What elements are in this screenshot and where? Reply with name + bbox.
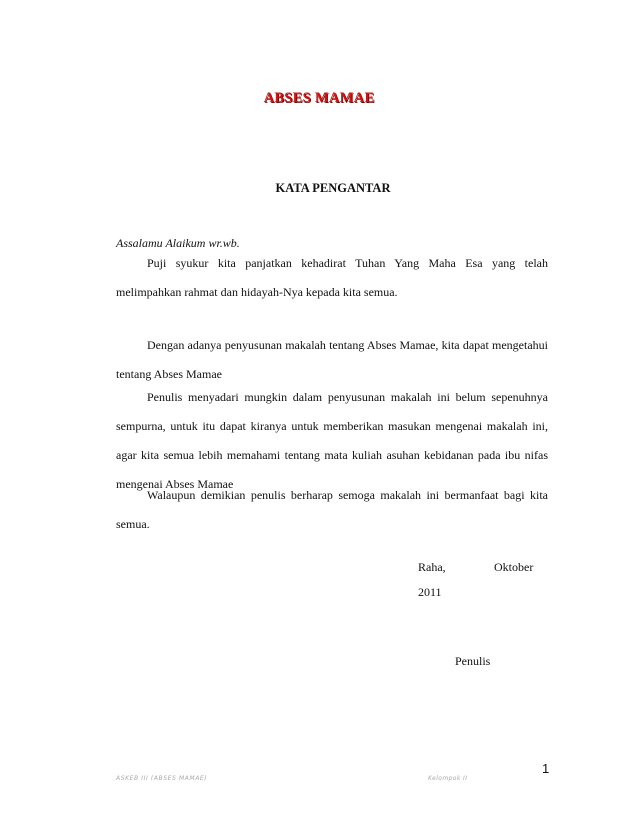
paragraph-2: Dengan adanya penyusunan makalah tentang Abses Mamae, kita dapat mengetahui tentang Abses Mamae [116,338,548,381]
paragraph-1: Puji syukur kita panjatkan kehadirat Tuhan Yang Maha Esa yang telah melimpahkan rahmat dan hidayah-Nya kepada kita semua. [116,256,548,299]
paragraph-4: Walaupun demikian penulis berharap semoga makalah ini bermanfaat bagi kita semua. [116,488,548,531]
signature-author: Penulis [455,654,491,668]
footer-left-text: ASKEB III (ABSES MAMAE) [116,775,208,782]
page-number: 1 [542,761,550,776]
signature-month: Oktober [494,560,534,574]
document-title: ABSES MAMAE [263,90,375,106]
signature-place: Raha, [418,560,446,574]
footer-right-text: Kelompok II [428,775,468,782]
greeting: Assalamu Alaikum wr.wb. [116,236,240,250]
paragraph-3: Penulis menyadari mungkin dalam penyusunan makalah ini belum sepenuhnya sempurna, untuk itu dapat kiranya untuk memberikan masukan mengenai makalah ini, agar kita semua lebih memahami tentang mata kuliah asuhan kebidanan pada ibu nifas mengenai Abses Mamae [116,390,548,491]
section-heading: KATA PENGANTAR [275,181,391,195]
signature-year: 2011 [418,585,442,599]
